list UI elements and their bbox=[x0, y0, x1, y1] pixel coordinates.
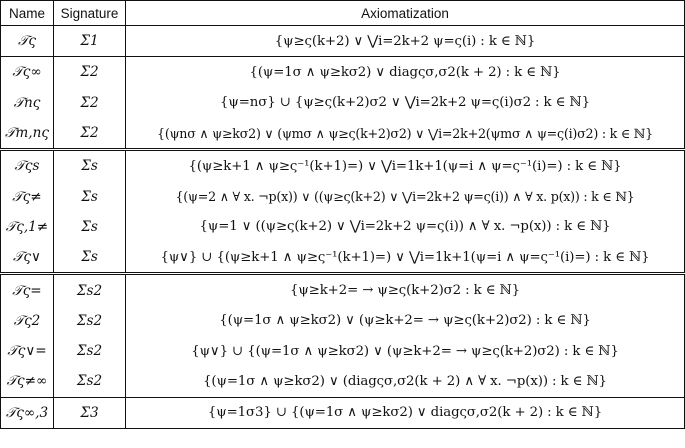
theory-name: 𝒯ς≠∞ bbox=[1, 366, 54, 397]
theory-name: 𝒯ς∨ bbox=[1, 242, 54, 274]
theory-name: 𝒯nς bbox=[1, 88, 54, 118]
axiomatization-cell: {(ψ=1σ ∧ ψ≥kσ2) ∨ (diagςσ,σ2(k + 2) ∧ ∀ x. ¬p(x)) : k ∈ ℕ} bbox=[126, 366, 685, 397]
theory-name: 𝒯ς≠ bbox=[1, 181, 54, 211]
theory-name: 𝒯ς= bbox=[1, 274, 54, 306]
signature-cell: Σ2 bbox=[54, 118, 126, 150]
axiomatization-cell: {(ψ≥k+1 ∧ ψ≥ς⁻¹(k+1)=) ∨ ⋁i=1k+1(ψ=i ∧ ψ=ς⁻¹(i)=) : k ∈ ℕ} bbox=[126, 150, 685, 182]
theory-name: 𝒯ς∞ bbox=[1, 57, 54, 88]
axiomatization-cell: {ψ∨} ∪ {(ψ≥k+1 ∧ ψ≥ς⁻¹(k+1)=) ∨ ⋁i=1k+1(ψ=i ∧ ψ=ς⁻¹(i)=) : k ∈ ℕ} bbox=[126, 242, 685, 274]
axiomatization-cell: {ψ=1 ∨ ((ψ≥ς(k+2) ∨ ⋁i=2k+2 ψ=ς(i)) ∧ ∀ x. ¬p(x)) : k ∈ ℕ} bbox=[126, 212, 685, 242]
axiomatization-cell: {ψ=1σ3} ∪ {(ψ=1σ ∧ ψ≥kσ2) ∨ diagςσ,σ2(k + 2) : k ∈ ℕ} bbox=[126, 397, 685, 428]
table-row bbox=[1, 306, 685, 336]
header-axiomatization: Axiomatization bbox=[126, 1, 685, 26]
axiomatization-cell: {ψ≥k+2= → ψ≥ς(k+2)σ2 : k ∈ ℕ} bbox=[126, 274, 685, 306]
table-row bbox=[1, 212, 685, 242]
axiomatization-cell: {ψ=nσ} ∪ {ψ≥ς(k+2)σ2 ∨ ⋁i=2k+2 ψ=ς(i)σ2 : k ∈ ℕ} bbox=[126, 88, 685, 118]
table-row bbox=[1, 118, 685, 150]
header-row bbox=[1, 1, 685, 26]
signature-cell: Σ1 bbox=[54, 26, 126, 57]
signature-cell: Σ3 bbox=[54, 397, 126, 428]
table-row bbox=[1, 242, 685, 274]
axiomatization-cell: {ψ≥ς(k+2) ∨ ⋁i=2k+2 ψ=ς(i) : k ∈ ℕ} bbox=[126, 26, 685, 57]
table-row bbox=[1, 26, 685, 57]
table-row bbox=[1, 150, 685, 182]
table-row bbox=[1, 88, 685, 118]
signature-cell: Σs bbox=[54, 212, 126, 242]
signature-cell: Σs bbox=[54, 242, 126, 274]
table-row bbox=[1, 336, 685, 366]
axiomatization-cell: {(ψ=1σ ∧ ψ≥kσ2) ∨ diagςσ,σ2(k + 2) : k ∈ ℕ} bbox=[126, 57, 685, 88]
axiomatization-cell: {ψ∨} ∪ {(ψ=1σ ∧ ψ≥kσ2) ∨ (ψ≥k+2= → ψ≥ς(k+2)σ2) : k ∈ ℕ} bbox=[126, 336, 685, 366]
signature-cell: Σs2 bbox=[54, 274, 126, 306]
table-row bbox=[1, 397, 685, 428]
table-row bbox=[1, 57, 685, 88]
theory-name: 𝒯ςs bbox=[1, 150, 54, 182]
axiomatization-cell: {(ψ=2 ∧ ∀ x. ¬p(x)) ∨ ((ψ≥ς(k+2) ∨ ⋁i=2k+2 ψ=ς(i)) ∧ ∀ x. p(x)) : k ∈ ℕ} bbox=[126, 181, 685, 211]
table-row bbox=[1, 366, 685, 397]
theory-name: 𝒯ς∨= bbox=[1, 336, 54, 366]
axiomatization-cell: {(ψnσ ∧ ψ≥kσ2) ∨ (ψmσ ∧ ψ≥ς(k+2)σ2) ∨ ⋁i=2k+2(ψmσ ∧ ψ=ς(i)σ2) : k ∈ ℕ} bbox=[126, 118, 685, 150]
theory-name: 𝒯ς2 bbox=[1, 306, 54, 336]
signature-cell: Σs bbox=[54, 181, 126, 211]
table-row bbox=[1, 181, 685, 211]
signature-cell: Σs2 bbox=[54, 366, 126, 397]
signature-cell: Σs2 bbox=[54, 306, 126, 336]
signature-cell: Σs bbox=[54, 150, 126, 182]
signature-cell: Σ2 bbox=[54, 57, 126, 88]
signature-cell: Σ2 bbox=[54, 88, 126, 118]
signature-cell: Σs2 bbox=[54, 336, 126, 366]
header-signature: Signature bbox=[54, 1, 126, 26]
axiomatization-cell: {(ψ=1σ ∧ ψ≥kσ2) ∨ (ψ≥k+2= → ψ≥ς(k+2)σ2) : k ∈ ℕ} bbox=[126, 306, 685, 336]
header-name: Name bbox=[1, 1, 54, 26]
table-row bbox=[1, 274, 685, 306]
theory-name: 𝒯m,nς bbox=[1, 118, 54, 150]
theory-name: 𝒯ς,1≠ bbox=[1, 212, 54, 242]
theory-name: 𝒯ς∞,3 bbox=[1, 397, 54, 428]
theory-name: 𝒯ς bbox=[1, 26, 54, 57]
